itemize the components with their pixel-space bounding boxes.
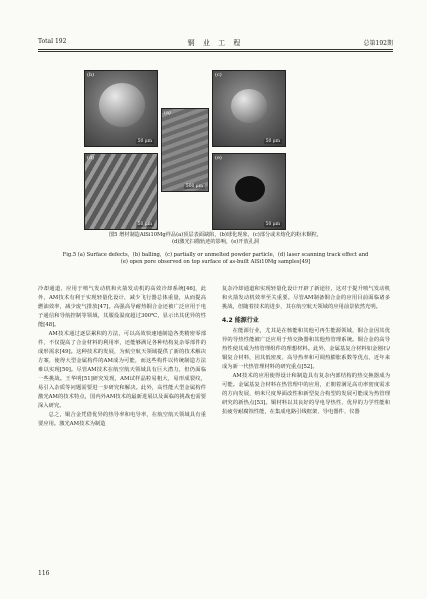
left-column [38,285,206,429]
panel-label: (a) [164,110,171,116]
sem-panel-e [212,153,286,230]
right-column [222,285,390,417]
running-header [38,36,393,48]
section-heading: 4.2 能源行业 [222,317,259,324]
figure-caption-cn [38,232,393,246]
sem-panel-c [212,70,286,147]
header-issue: 总第192期 [363,40,393,47]
header-volume: Total 192 [38,38,67,45]
open-pore [235,176,265,202]
panel-label: (c) [215,72,222,78]
panel-label: (d) [87,155,95,161]
paragraph: 冷却通道，应用于喷气发动机和火箭发动机的高效冷却系统[46]，此外，AM技术有利于实现轻量化设计，减少飞行器总体重量，从而提高燃油效率，减少废气排放[47]。高强高导耐热铜合金还被广泛应用于电子通信和导航控制等领域，其服役温度超过300℃，显示出其优异的性能[48]。 [38,286,206,328]
header-journal-title: 铜 业 工 程 [187,39,244,47]
header-rule [38,49,393,50]
paragraph: AM技术的应用使得设计和制造具有复杂内部结构的热交换器成为可能。金属基复合材料在热管理中的应用，正朝着满足高功率密度需求的方向发展，纳米尺度界面改性和新型复合构型的发展可能成为热管理研究的新热点[53]。铜材料以其良好的导电导热性、优异的力学性能和抗疲劳耐腐蚀性能，在集成电路引线框架、导电器件、仪器 [222,373,390,415]
scale-bar: 50 μm [137,222,152,227]
scale-bar: 500 μm [185,184,203,189]
paragraph: 在能源行业，尤其是在核能和其他可再生能源领域，铜合金因其优异的导热性能被广泛应用于热交换器和其他热管理系统。铜合金的高导热性使其成为热管理组件的理想材料。此外，金属基复合材料如金刚石/铜复合材料，因其低密度、高导热率和可调热膨胀系数等优点，近年来成为新一代热管理材料的研究重点[52]。 [222,328,390,370]
caption-en-line-1: Fig.5 (a) Surface defects，(b) balling，(c) partially or unmelted powder particle，(d) laser scanning track effect and [62,252,369,258]
sem-figure [84,70,284,228]
balling-particle [99,83,145,127]
scale-bar: 50 μm [137,139,152,144]
caption-en-line-2: (e) open pore observed on top surface of as-built AlSi10Mg samples[49] [120,259,311,265]
sem-panel-b [84,70,158,147]
page-number: 116 [38,570,50,577]
paragraph: 复杂冷却通道和实现轻量化设计开辟了新途径，这对于提升喷气发动机和火箭发动机效率至关重要。尽管AM制备铜合金的应用目前面临诸多挑战，但随着技术的进步，其在航空航天领域的应用前景依然光明。 [222,286,390,310]
unmelted-powder-particle [231,89,267,123]
figure-caption-en [38,252,393,266]
paragraph: AM技术通过逐层累积的方法，可以高效快速地制造各类精密零部件，不仅提高了合金材料的利用率，还能够满足各种结构复杂零部件的成形需求[49]。这种技术的发展，为航空航天领域提供了新的技术解决方案，使得大型金属构件的AM成为可能，而这些构件以传统制造方法难以实现[50]。尽管AM技术在航空航天领域具有巨大潜力，但仍面临一些挑战。王华明[51]研究发现，AM试样晶粒易粗大，易形成裂纹，易引入杂质等问题需要进一步研究和解决。此外，高性能大型金属构件激光AM的技术特点，国内外AM技术的最新进展以及面临的挑战也需要深入研究。 [38,331,206,409]
sem-panel-d [84,153,158,230]
paragraph: 总之，铜合金凭借优异的热导率和电导率，在航空航天领域具有重要应用。激光AM技术为制造 [38,412,206,427]
scale-bar: 50 μm [265,222,280,227]
sem-panel-a [161,108,209,192]
panel-label: (e) [215,155,222,161]
caption-cn-line-2: (d)激光扫描轨迹的影响，(e)开放孔洞 [171,239,260,245]
panel-label: (b) [87,72,95,78]
header-rule-thin [38,51,393,52]
caption-cn-line-1: 图5 增材制造AlSi10Mg样品(a)顶层表面缺陷，(b)球化现象，(c)部分或未熔化的粉末颗粒， [108,232,323,238]
scale-bar: 50 μm [265,139,280,144]
